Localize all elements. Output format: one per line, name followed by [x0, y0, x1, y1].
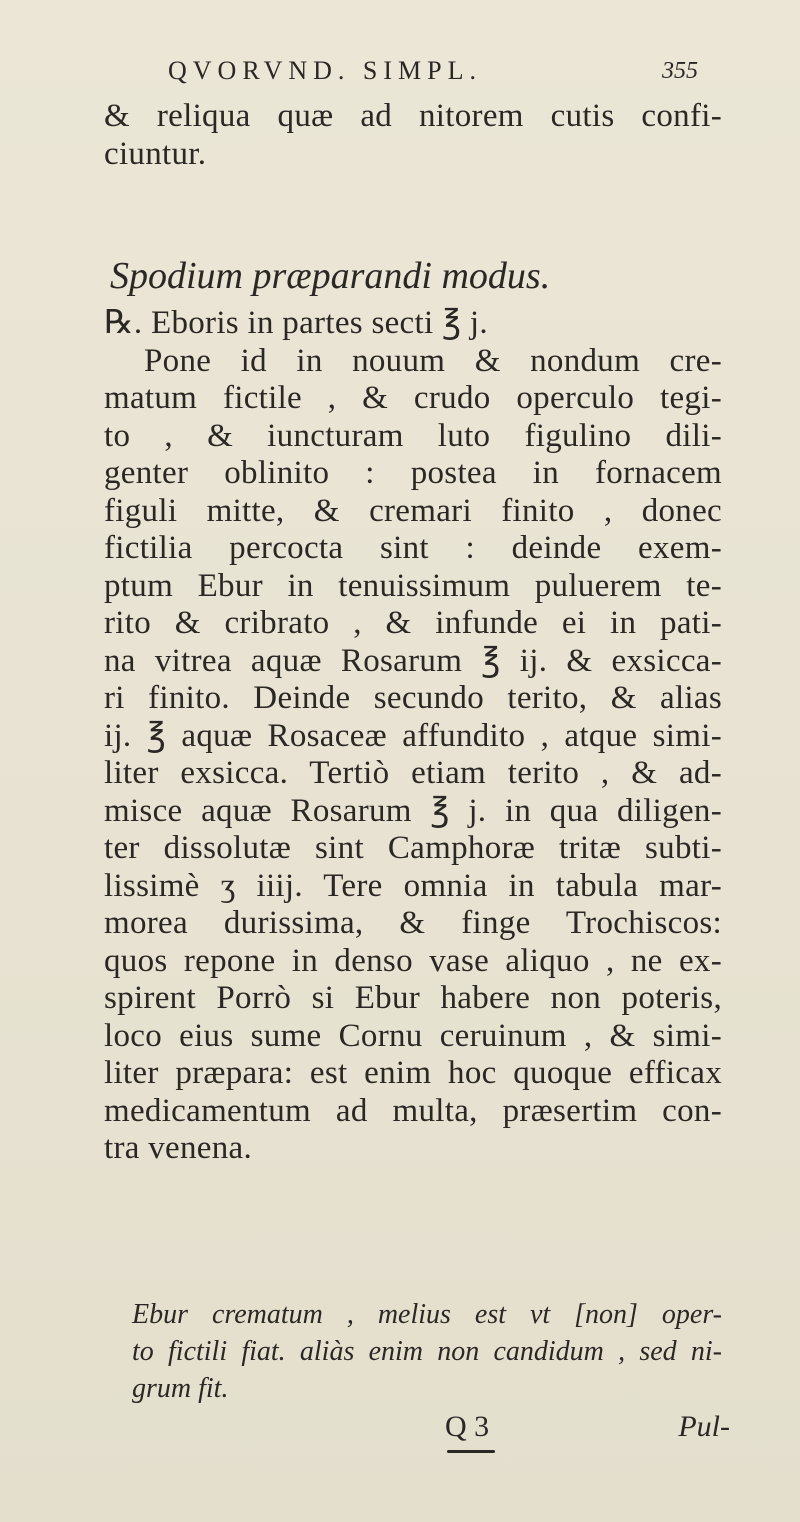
page-number: 355	[662, 58, 698, 84]
text-line: tra venena.	[104, 1130, 253, 1166]
text-line: misce aquæ Rosarum ℥ j. in qua diligen-	[104, 792, 722, 829]
signature-underline	[447, 1450, 495, 1453]
text-line: liter exsicca. Tertiò etiam terito , & ad-	[104, 755, 722, 791]
text-line: Pone id in nouum & nondum cre-	[144, 342, 722, 379]
text-line: ij. ℥ aquæ Rosaceæ affundito , atque simi-	[104, 717, 722, 754]
text-line: ciuntur.	[104, 135, 207, 172]
text-line: fictilia percocta sint : deinde exem-	[104, 530, 722, 566]
text-line: lissimè ʒ iiij. Tere omnia in tabula mar-	[104, 867, 722, 904]
text-line: & reliqua quæ ad nitorem cutis confi-	[104, 98, 722, 134]
annotation-note	[132, 1296, 722, 1407]
text-line: na vitrea aquæ Rosarum ℥ ij. & exsicca-	[104, 642, 722, 679]
text-line: liter præpara: est enim hoc quoque efficax	[104, 1055, 722, 1091]
note-line: grum fit.	[132, 1373, 229, 1404]
text-line: ptum Ebur in tenuissimum puluerem te-	[104, 567, 722, 604]
page-footer	[445, 1410, 730, 1456]
text-line: matum fictile , & crudo operculo tegi-	[104, 380, 722, 416]
text-line: quos repone in denso vase aliquo , ne ex-	[104, 942, 722, 979]
text-line: spirent Porrò si Ebur habere non poteris,	[104, 980, 722, 1016]
running-head-title: QVORVND. SIMPL.	[168, 56, 482, 85]
text-line: figuli mitte, & cremari finito , donec	[104, 492, 722, 529]
text-line: medicamentum ad multa, præsertim con-	[104, 1092, 722, 1129]
recipe-body	[104, 305, 722, 1168]
text-line: loco eius sume Cornu ceruinum , & simi-	[104, 1017, 722, 1054]
text-line: rito & cribrato , & infunde ei in pati-	[104, 605, 722, 641]
text-line: morea durissima, & finge Trochiscos:	[104, 905, 722, 941]
catchword: Pul-	[678, 1410, 730, 1443]
section-heading: Spodium præparandi modus.	[110, 255, 551, 297]
note-line: Ebur crematum , melius est vt [non] oper-	[132, 1299, 722, 1330]
text-line: genter oblinito : postea in fornacem	[104, 455, 722, 491]
text-line: to , & iuncturam luto figulino dili-	[104, 417, 722, 454]
text-line: ri finito. Deinde secundo terito, & alias	[104, 680, 722, 716]
signature-mark: Q 3	[445, 1410, 490, 1443]
text-line: ter dissolutæ sint Camphoræ tritæ subti-	[104, 830, 722, 866]
running-head	[168, 56, 698, 96]
note-line: to fictili fiat. aliàs enim non candidum , sed ni-	[132, 1336, 722, 1367]
intro-paragraph	[104, 98, 722, 173]
text-line: ℞. Eboris in partes secti ℥ j.	[104, 305, 488, 341]
